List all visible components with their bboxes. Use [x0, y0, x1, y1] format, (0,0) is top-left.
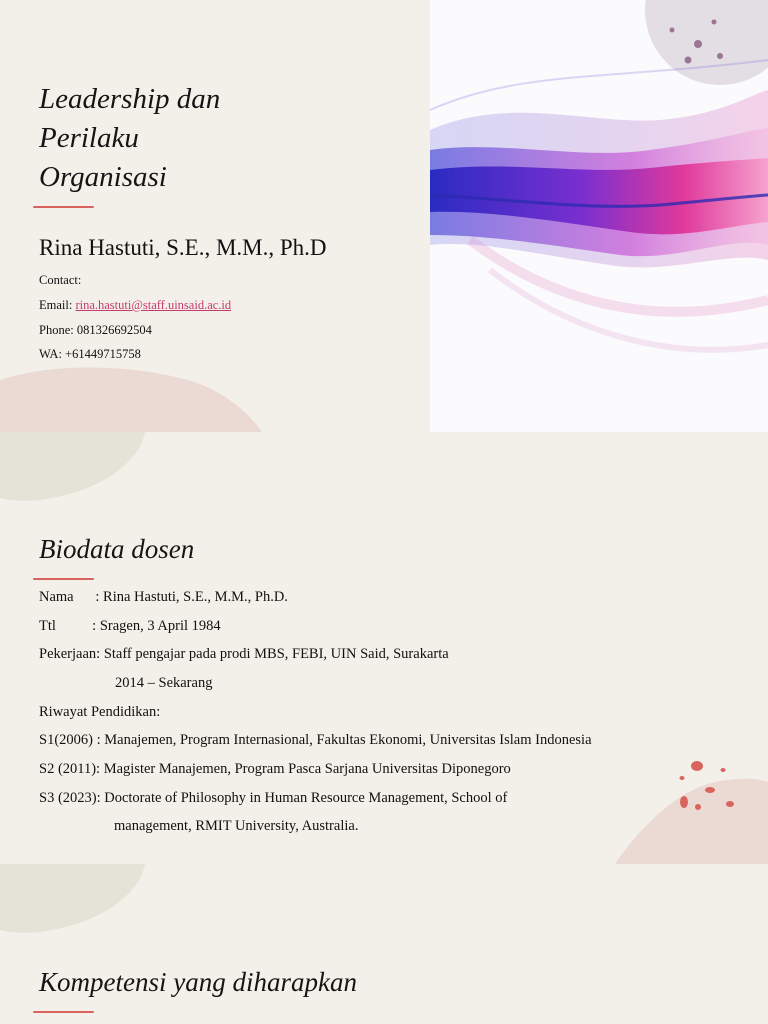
phone-label: Phone:	[39, 323, 74, 337]
slide-biodata	[0, 432, 768, 864]
phone-row	[39, 323, 152, 338]
presenter-name: Rina Hastuti, S.E., M.M., Ph.D	[39, 235, 327, 260]
slide-title	[0, 0, 768, 432]
slide-kompetensi	[0, 864, 768, 1024]
email-label: Email:	[39, 298, 73, 312]
blob-decoration	[0, 432, 150, 502]
blob-decoration	[0, 360, 430, 432]
email-link[interactable]: rina.hastuti@staff.uinsaid.ac.id	[75, 298, 232, 312]
blob-decoration	[0, 864, 150, 936]
bio-birth: Ttl : Sragen, 3 April 1984	[39, 618, 221, 634]
title-underline	[33, 206, 94, 208]
bio-s3: S3 (2023): Doctorate of Philosophy in Human Resource Management, School of	[39, 790, 508, 806]
phone-number: 081326692504	[76, 323, 152, 337]
bio-job: Pekerjaan: Staff pengajar pada prodi MBS, FEBI, UIN Said, Surakarta	[39, 646, 449, 662]
bio-job-period: 2014 – Sekarang	[115, 675, 213, 691]
bio-education-heading: Riwayat Pendidikan:	[39, 704, 161, 720]
kompetensi-title: Kompetensi yang diharapkan	[39, 967, 357, 997]
contact-label: Contact:	[39, 273, 82, 287]
presentation-title	[39, 80, 220, 197]
abstract-wave-image	[430, 0, 768, 432]
bio-s1: S1(2006) : Manajemen, Program Internasional, Fakultas Ekonomi, Universitas Islam Indonesia	[39, 732, 592, 748]
bio-name: Nama : Rina Hastuti, S.E., M.M., Ph.D.	[39, 589, 288, 605]
title-line: Organisasi	[39, 161, 167, 193]
bio-s2: S2 (2011): Magister Manajemen, Program Pasca Sarjana Universitas Diponegoro	[39, 761, 511, 777]
title-line: Perilaku	[39, 122, 139, 154]
wa-number: +61449715758	[65, 347, 141, 361]
biodata-title: Biodata dosen	[39, 534, 195, 564]
title-underline	[33, 1011, 94, 1013]
wa-label: WA:	[39, 347, 62, 361]
title-line: Leadership dan	[39, 83, 221, 115]
wa-row	[39, 347, 141, 362]
title-underline	[33, 578, 94, 580]
dots-decoration	[670, 752, 750, 817]
bio-s3-cont: management, RMIT University, Australia.	[114, 818, 359, 834]
email-row	[39, 298, 231, 313]
